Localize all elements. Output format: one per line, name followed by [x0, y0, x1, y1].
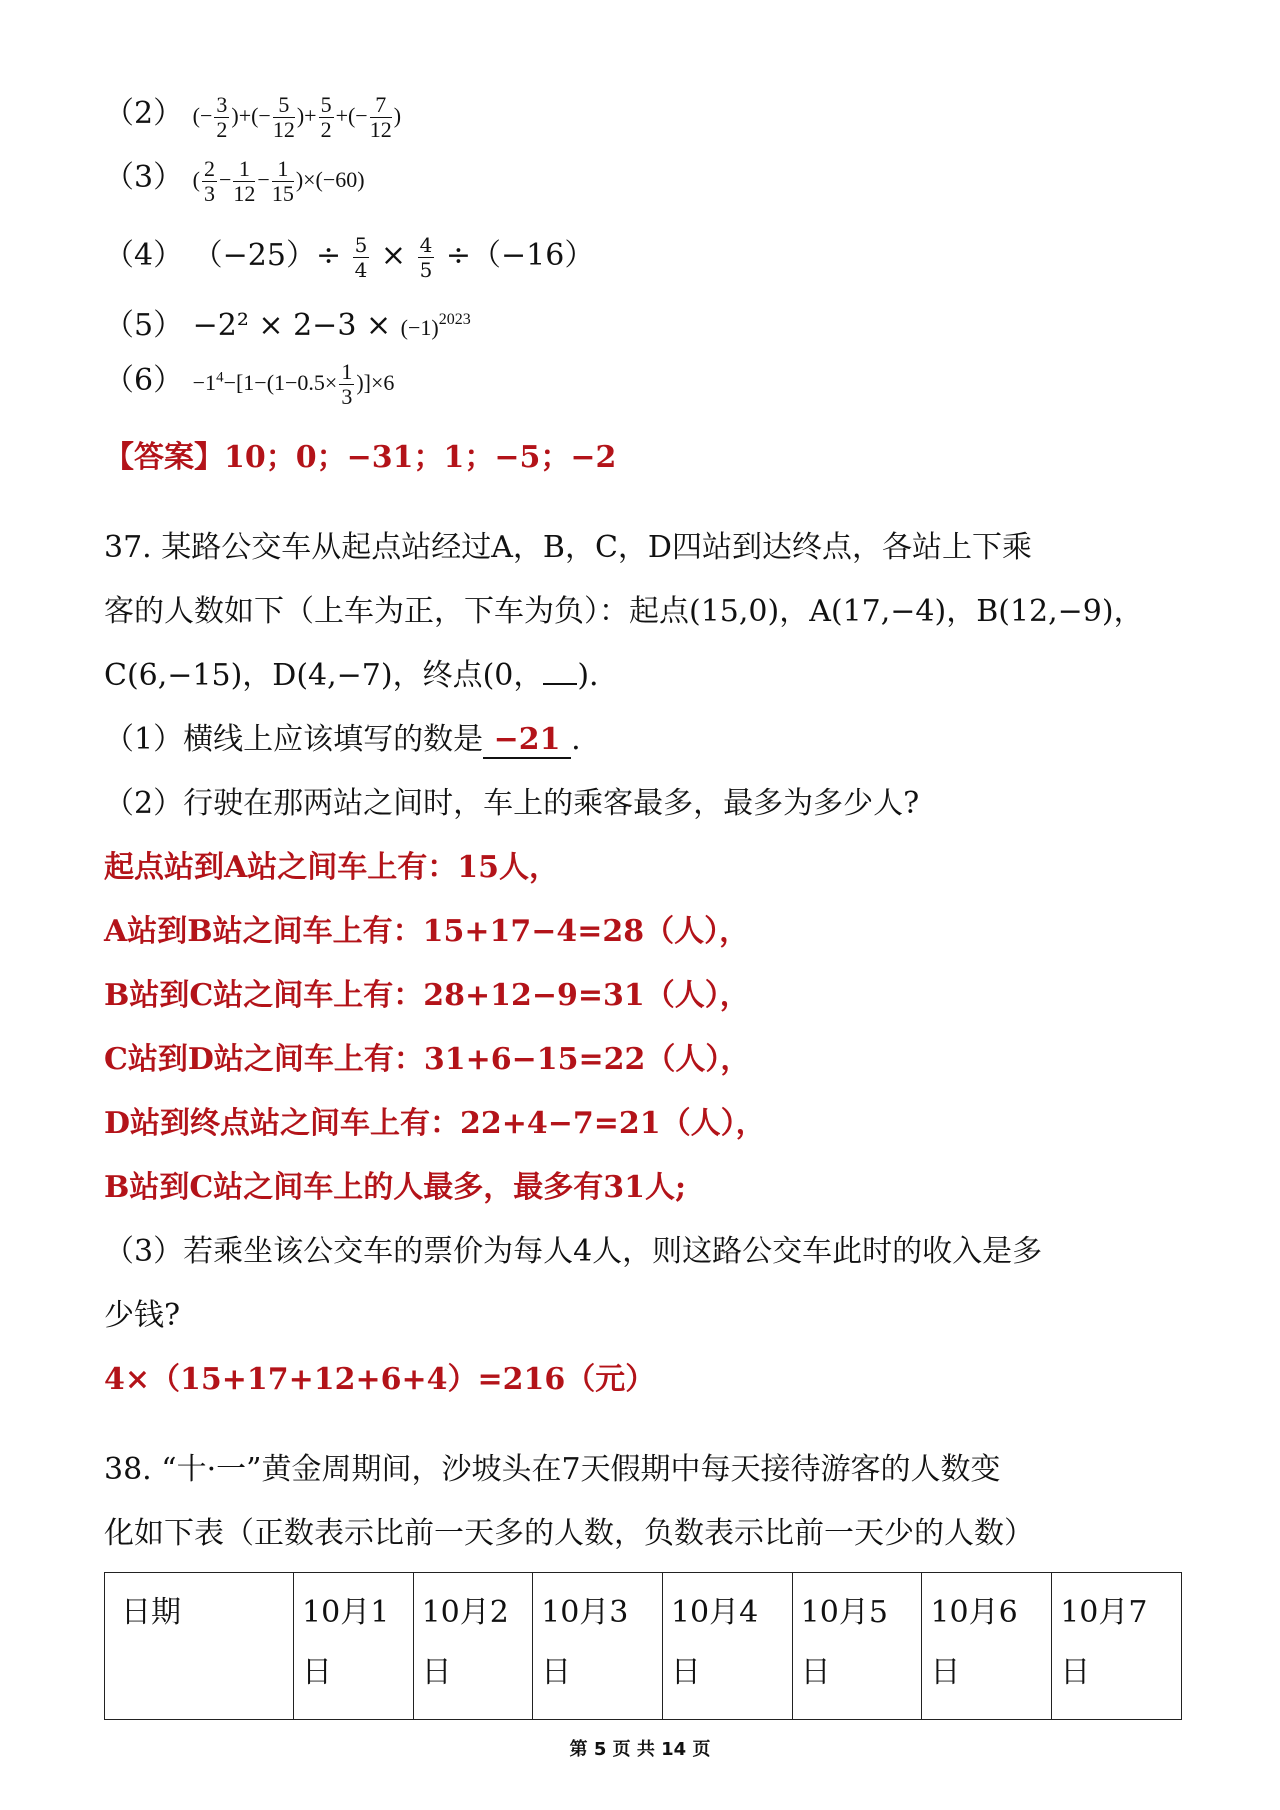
table-cell: 10月6日 — [922, 1573, 1052, 1720]
expr-part: ( — [192, 167, 200, 192]
expr-part: −[1−(1−0.5× — [223, 370, 338, 395]
fraction — [418, 233, 435, 282]
fraction — [370, 93, 392, 142]
numerator: 1 — [233, 157, 255, 182]
table-cell: 10月4日 — [662, 1573, 792, 1720]
numerator: 3 — [216, 92, 228, 118]
numerator: 1 — [341, 359, 353, 385]
q37-sub-1-end: . — [571, 722, 581, 757]
problem-6-expression — [192, 359, 395, 410]
fraction — [272, 157, 294, 206]
numerator: 5 — [320, 92, 332, 118]
problem-3-expression — [192, 156, 365, 207]
table-cell: 10月2日 — [413, 1573, 533, 1720]
table-cell: 日期 — [105, 1573, 294, 1720]
expr-part: − — [218, 167, 232, 192]
q37-sub-1-answer: −21 — [483, 722, 571, 759]
problem-2-expression — [192, 92, 402, 143]
fill-blank — [543, 661, 577, 685]
denominator: 2 — [216, 117, 228, 143]
numerator: 1 — [272, 157, 294, 182]
page-footer: 第 5 页 共 14 页 — [569, 1739, 711, 1760]
expr-part: )]×6 — [356, 370, 395, 395]
q37-sub-1-text: （1）横线上应该填写的数是 — [104, 722, 484, 757]
visitor-table — [104, 1572, 1182, 1720]
denominator: 3 — [341, 384, 353, 410]
expr-part: （−25）÷ — [192, 238, 342, 273]
expr-part: −1 — [192, 370, 217, 395]
exponent: 2023 — [438, 311, 471, 328]
fraction — [353, 233, 370, 282]
q37-line-2: 客的人数如下（上车为正，下车为负）：起点(15,0)，A(17,−4)，B(12,−9)， — [104, 594, 1144, 629]
denominator: 12 — [233, 181, 256, 207]
expr-part: )+ — [296, 103, 317, 128]
denominator: 5 — [419, 257, 433, 282]
exponent: 4 — [216, 369, 224, 386]
problem-label: （3） — [104, 160, 184, 195]
expr-part: (−1) — [400, 315, 439, 340]
answer-36: 【答案】10；0；−31；1；−5；−2 — [104, 440, 617, 475]
denominator: 12 — [272, 117, 295, 143]
problem-5 — [104, 300, 471, 344]
expr-part: )×(−60) — [295, 167, 365, 192]
expr-part: ÷（−16） — [445, 238, 595, 273]
problem-3 — [104, 152, 365, 206]
q37-sub-1 — [104, 714, 581, 759]
q37-sub-3-answer: 4×（15+17+12+6+4）=216（元） — [104, 1362, 656, 1397]
numerator: 7 — [370, 93, 392, 118]
problem-6 — [104, 355, 394, 409]
table-cell: 10月1日 — [294, 1573, 414, 1720]
expr-part: +(− — [335, 103, 368, 128]
table-row — [105, 1573, 1182, 1720]
problem-4 — [104, 230, 594, 282]
table-cell: 10月3日 — [533, 1573, 663, 1720]
problem-label: （6） — [104, 363, 184, 398]
denominator: 3 — [203, 181, 215, 207]
expr-part: × — [380, 238, 407, 273]
fraction — [273, 93, 295, 142]
q37-line-3-text: C(6,−15)，D(4,−7)，终点(0， — [104, 658, 544, 693]
expr-part: − — [257, 167, 270, 192]
numerator: 2 — [203, 156, 215, 182]
denominator: 15 — [271, 181, 294, 207]
denominator: 4 — [354, 257, 368, 282]
table-cell: 10月5日 — [792, 1573, 922, 1720]
q37-answer-line: C站到D站之间车上有：31+6−15=22（人）， — [104, 1042, 751, 1077]
fraction — [339, 360, 354, 409]
q37-answer-line: B站到C站之间车上的人最多，最多有31人; — [104, 1170, 687, 1205]
problem-label: （4） — [104, 238, 184, 273]
q38-line-2: 化如下表（正数表示比前一天多的人数，负数表示比前一天少的人数） — [104, 1516, 1034, 1551]
q37-answer-line: A站到B站之间车上有：15+17−4=28（人）， — [104, 914, 750, 949]
numerator: 5 — [273, 93, 295, 118]
q37-sub-3-line-1: （3）若乘坐该公交车的票价为每人4人，则这路公交车此时的收入是多 — [104, 1234, 1043, 1269]
q38-line-1: 38. “十·一”黄金周期间，沙坡头在7天假期中每天接待游客的人数变 — [104, 1452, 1001, 1487]
fraction — [202, 157, 217, 206]
problem-label: （2） — [104, 96, 184, 131]
q37-answer-line: D站到终点站之间车上有：22+4−7=21（人）， — [104, 1106, 766, 1141]
q37-line-3-end: )． — [577, 658, 620, 693]
expr-part: ) — [393, 103, 402, 128]
q37-sub-3-line-2: 少钱? — [104, 1298, 181, 1333]
denominator: 12 — [369, 117, 392, 143]
fraction — [214, 93, 229, 142]
q37-answer-line: B站到C站之间车上有：28+12−9=31（人）， — [104, 978, 750, 1013]
expr-part: −2² × 2−3 × — [192, 308, 401, 343]
q37-answer-line: 起点站到A站之间车上有：15人， — [104, 850, 560, 885]
table-cell: 10月7日 — [1052, 1573, 1182, 1720]
numerator: 4 — [419, 232, 433, 257]
fraction — [233, 157, 255, 206]
q37-line-3 — [104, 650, 619, 694]
denominator: 2 — [320, 117, 332, 143]
numerator: 5 — [354, 232, 368, 257]
q37-sub-2: （2）行驶在那两站之间时，车上的乘客最多，最多为多少人? — [104, 786, 920, 821]
problem-2 — [104, 88, 401, 142]
expr-part: (− — [192, 103, 213, 128]
expr-part: )+(− — [231, 103, 271, 128]
problem-label: （5） — [104, 308, 184, 343]
q37-line-1: 37. 某路公交车从起点站经过A，B，C，D四站到达终点，各站上下乘 — [104, 530, 1032, 565]
fraction — [319, 93, 334, 142]
